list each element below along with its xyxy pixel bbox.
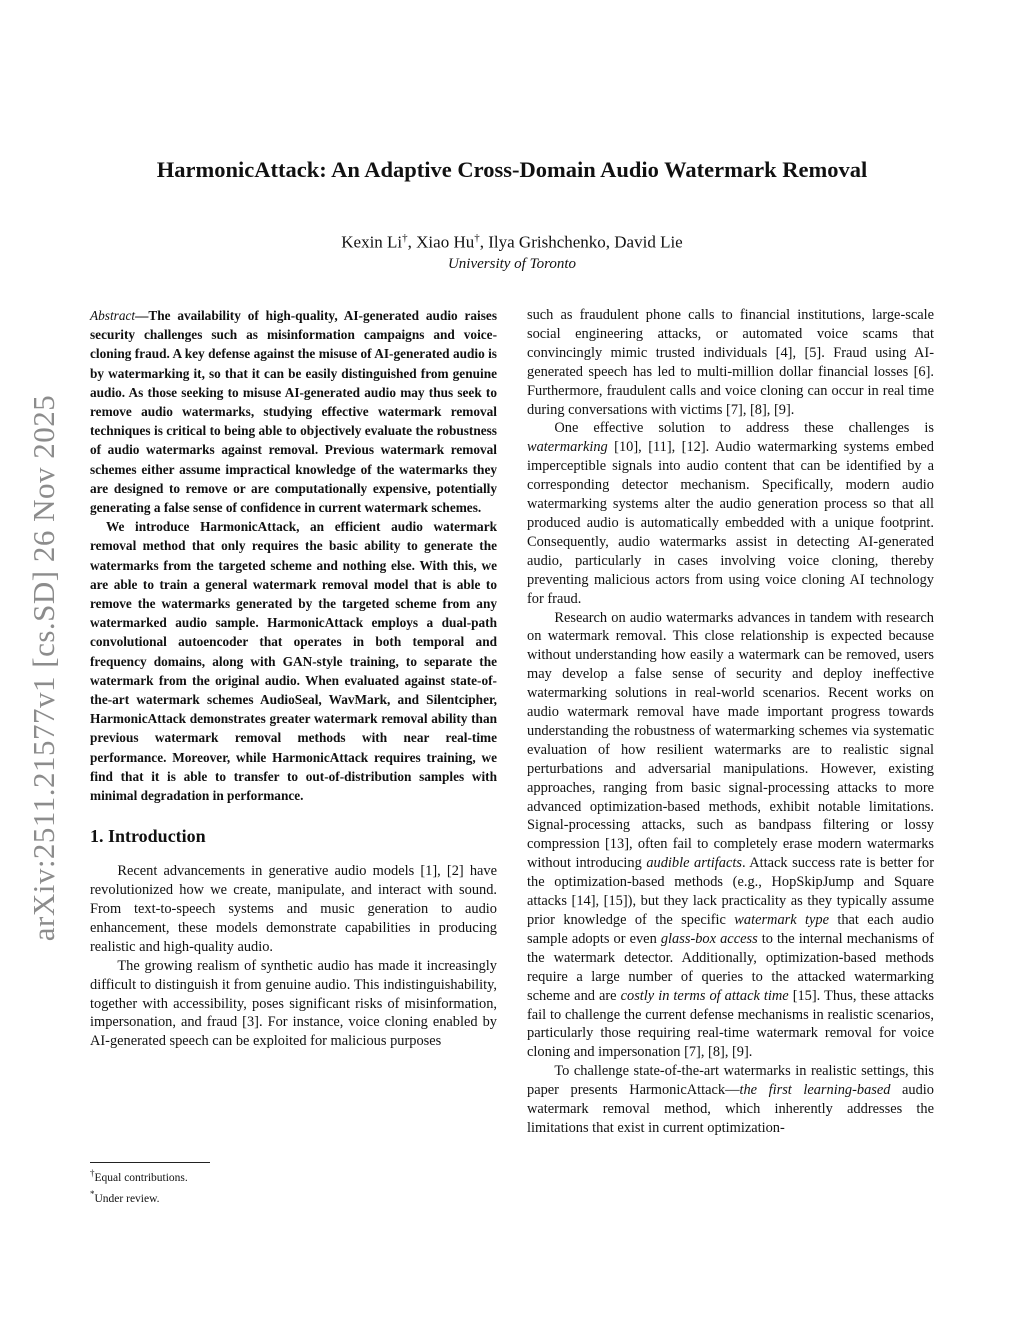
text-run: audio watermark removal method, which inherently addresses the limitations that exist in current optimization- — [527, 1082, 934, 1136]
footnote — [90, 1186, 390, 1207]
text-run: Research on audio watermarks advances in tandem with research on watermark removal. This close relationship is expected because without understanding how easily a watermark can be removed, users may develop a false sense of security and deploy ineffective watermarking solutions in real-world scenarios. Recent works on audio watermark removal have made important progress towards understanding the robustness of watermarking schemes via systematic evaluation of how resilient watermarks are to realistic signal perturbations and adversarial manipulations. However, existing approaches, ranging from basic signal-processing attacks to more advanced optimization-based methods, exhibit notable limitations. Signal-processing attacks, such as bandpass filtering or lossy compression [13], often fail to completely erase modern watermarks without introducing — [527, 609, 934, 872]
author-list — [60, 232, 964, 253]
equal-contribution-mark: † — [402, 232, 408, 244]
abstract-text: —The availability of high-quality, AI-generated audio raises security challenges such as misinformation campaigns and voice-cloning fraud. A key defense against the misuse of AI-generated audio is by watermarking it, so that it can be easily distinguished from genuine audio. As those seeking to misuse AI-generated audio may thus seek to remove audio watermarks, studying effective watermark removal techniques is critical to being able to objectively evaluate the robustness of audio watermarks against removal. Previous watermark removal schemes either assume impractical knowledge of the watermarks they are designed to remove or are computationally expensive, potentially generating a false sense of confidence in current watermark schemes. — [90, 308, 497, 516]
section-heading: 1. Introduction — [90, 826, 206, 847]
text-run: to the internal mechanisms of the watermark detector. Additionally, optimization-based methods require a large number of queries to the attacked watermarking scheme and are — [527, 930, 934, 1004]
abstract-text: We introduce HarmonicAttack, an efficient audio watermark removal method that only requires the basic ability to generate the watermarks from the targeted scheme and nothing else. With this, we are able to train a general watermark removal model that is able to remove the watermarks generated by the targeted scheme from any watermarked audio sample. HarmonicAttack employs a dual-path convolutional autoencoder that operates in both temporal and frequency domains, along with GAN-style training, to separate the watermark from the original audio. When evaluated against state-of-the-art watermark schemes AudioSeal, WavMark, and Silentcipher, HarmonicAttack demonstrates greater watermark removal ability than previous watermark removal methods with near real-time performance. Moreover, while HarmonicAttack requires training, we find that it is able to transfer to out-of-distribution samples with minimal degradation in performance. — [90, 519, 497, 804]
abstract-paragraph — [90, 306, 497, 517]
right-column — [527, 306, 934, 1138]
text-run: that each audio sample adopts or even — [527, 912, 935, 947]
body-paragraph: The growing realism of synthetic audio has made it increasingly difficult to distinguish it from genuine audio. This indistinguishability, together with accessibility, poses significant risks of misinformation, impersonation, and fraud [3]. For instance, voice cloning enabled by AI-generated speech can be exploited for malicious purposes — [90, 957, 497, 1050]
emphasis: watermark type — [734, 912, 829, 928]
text-run: One effective solution to address these challenges is — [554, 420, 934, 437]
author-separator: , — [407, 232, 417, 252]
footnote-text: Equal contributions. — [94, 1171, 188, 1184]
text-run: . Attack success rate is better for the optimization-based methods (e.g., HopSkipJump and Square attacks [14], [15]), but they lack practicality as they typically assume prior knowledge of the specific — [527, 855, 935, 928]
footnote-mark: † — [90, 1168, 95, 1178]
footnote-divider — [90, 1162, 210, 1163]
left-column — [90, 306, 497, 1051]
body-paragraph — [527, 609, 934, 1063]
footnote — [90, 1165, 390, 1186]
emphasis: the first learning-based — [739, 1082, 891, 1099]
emphasis: glass-box access — [660, 930, 758, 947]
footnote-text: Under review. — [94, 1192, 160, 1205]
body-paragraph: such as fraudulent phone calls to financial institutions, large-scale social engineering attacks, or automated voice scams that convincingly mimic trusted individuals [4], [5]. Fraud using AI-generated speech has led to multi-million dollar financial losses [6]. Furthermore, fraudulent calls and voice cloning can occur in real time during conversations with victims [7], [8], [9]. — [527, 307, 934, 418]
footnote-mark: * — [90, 1188, 95, 1199]
body-paragraph — [527, 419, 934, 608]
text-run: [10], [11], [12]. Audio watermarking systems embed imperceptible signals into audio content that can be identified by a corresponding detector mechanism. Specifically, modern audio watermarking systems alter the audio generation process so that all produced audio is automatically embedded with a unique footprint. Consequently, audio watermarks assist in detecting AI-generated audio, particularly in cases involving voice cloning, thereby preventing malicious actors from using voice cloning AI technology for fraud. — [527, 439, 934, 607]
author-names-rest: , Ilya Grishchenko, David Lie — [479, 232, 683, 252]
equal-contribution-mark: † — [474, 232, 480, 244]
author-name: Kexin Li — [341, 232, 403, 252]
footnotes — [90, 1162, 390, 1207]
paper-title: HarmonicAttack: An Adaptive Cross-Domain Audio Watermark Removal — [156, 157, 868, 182]
text-run: [15]. Thus, these attacks fail to challenge the current defense mechanisms in realistic scenarios, particularly those requiring real-time watermark removal for voice cloning and impersonation [7], [8], [9]. — [527, 987, 935, 1061]
emphasis: audible artifacts — [646, 855, 742, 872]
body-paragraph — [527, 1062, 934, 1138]
emphasis: costly in terms of attack time — [620, 987, 789, 1004]
arxiv-identifier: arXiv:2511.21577v1 [cs.SD] 26 Nov 2025 — [26, 394, 61, 942]
body-paragraph: Recent advancements in generative audio models [1], [2] have revolutionized how we create, manipulate, and interact with sound. From text-to-speech systems and music generation to audio enhancement, these models demonstrate capabilities in producing realistic and high-quality audio. — [90, 863, 497, 955]
emphasis: watermarking — [527, 439, 608, 456]
author-affiliation: University of Toronto — [447, 256, 577, 272]
abstract-label: Abstract — [90, 308, 136, 323]
author-name: Xiao Hu — [416, 232, 475, 252]
text-run: To challenge state-of-the-art watermarks in realistic settings, this paper presents HarmonicAttack— — [527, 1063, 934, 1099]
abstract-paragraph — [90, 517, 497, 805]
